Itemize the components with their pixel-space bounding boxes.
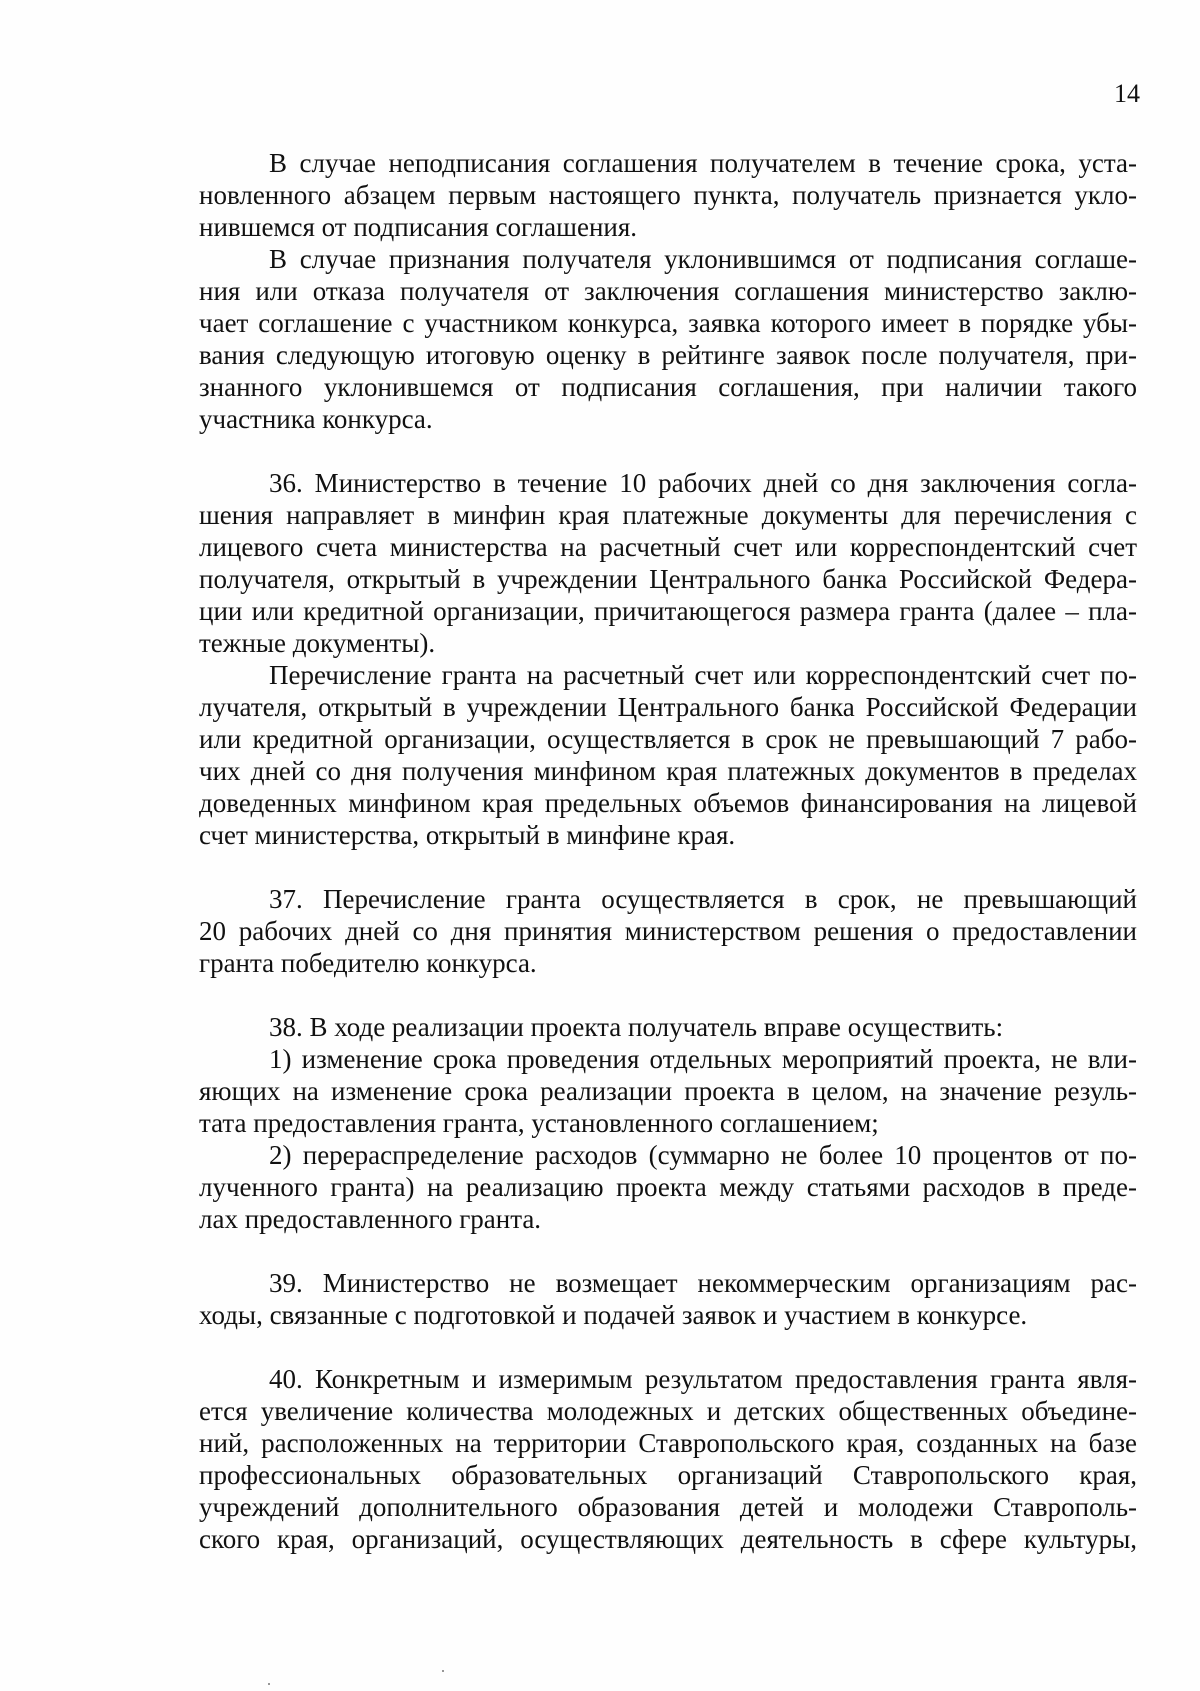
text-line: знанного уклонившемся от подписания соглашения, при наличии такого [199,372,1137,402]
document-body [199,147,1137,1555]
text-line: чает соглашение с участником конкурса, заявка которого имеет в порядке убы- [199,308,1137,338]
scan-speck [268,1683,270,1685]
paragraph-spacer [199,1235,1137,1267]
text-line: тежные документы). [199,628,436,658]
paragraph-spacer [199,851,1137,883]
paragraph [199,1043,1137,1139]
paragraph-spacer [199,1331,1137,1363]
text-line: ний, расположенных на территории Ставропольского края, созданных на базе [199,1428,1137,1458]
text-line: Перечисление гранта на расчетный счет или корреспондентский счет по- [269,660,1137,690]
paragraph-spacer [199,435,1137,467]
text-line: 2) перераспределение расходов (суммарно не более 10 процентов от по- [269,1140,1137,1170]
text-line: тата предоставления гранта, установленного соглашением; [199,1108,879,1138]
text-line: ния или отказа получателя от заключения соглашения министерство заклю- [199,276,1137,306]
text-line: участника конкурса. [199,404,433,434]
text-line: учреждений дополнительного образования детей и молодежи Ставрополь- [199,1492,1137,1522]
paragraph [199,243,1137,435]
text-line: ции или кредитной организации, причитающегося размера гранта (далее – пла- [199,596,1137,626]
text-line: гранта победителю конкурса. [199,948,537,978]
paragraph [199,467,1137,659]
text-line: новленного абзацем первым настоящего пункта, получатель признается укло- [199,180,1137,210]
text-line: 36. Министерство в течение 10 рабочих дней со дня заключения согла- [269,468,1137,498]
text-line: ется увеличение количества молодежных и детских общественных объедине- [199,1396,1137,1426]
text-line: 38. В ходе реализации проекта получатель вправе осуществить: [269,1012,1004,1042]
text-line: лах предоставленного гранта. [199,1204,542,1234]
paragraph [199,883,1137,979]
paragraph [199,147,1137,243]
text-line: 37. Перечисление гранта осуществляется в срок, не превышающий [269,884,1137,914]
text-line: яющих на изменение срока реализации проекта в целом, на значение резуль- [199,1076,1137,1106]
paragraph [199,1363,1137,1555]
text-line: нившемся от подписания соглашения. [199,212,638,242]
text-line: получателя, открытый в учреждении Центрального банка Российской Федера- [199,564,1137,594]
text-line: 39. Министерство не возмещает некоммерческим организациям рас- [269,1268,1137,1298]
paragraph [199,659,1137,851]
text-line: счет министерства, открытый в минфине края. [199,820,736,850]
paragraph [199,1139,1137,1235]
text-line: В случае неподписания соглашения получателем в течение срока, уста- [269,148,1137,178]
text-line: 1) изменение срока проведения отдельных мероприятий проекта, не вли- [269,1044,1137,1074]
text-line: ходы, связанные с подготовкой и подачей заявок и участием в конкурсе. [199,1300,1028,1330]
text-line: В случае признания получателя уклонившимся от подписания соглаше- [269,244,1137,274]
text-line: лученного гранта) на реализацию проекта между статьями расходов в преде- [199,1172,1137,1202]
text-line: ского края, организаций, осуществляющих деятельность в сфере культуры, [199,1524,1137,1554]
text-line: лицевого счета министерства на расчетный счет или корреспондентский счет [199,532,1137,562]
text-line: лучателя, открытый в учреждении Центрального банка Российской Федерации [199,692,1137,722]
page-number: 14 [1114,79,1140,108]
paragraph [199,1267,1137,1331]
text-line: или кредитной организации, осуществляется в срок не превышающий 7 рабо- [199,724,1137,754]
scan-speck [442,1670,444,1672]
text-line: доведенных минфином края предельных объемов финансирования на лицевой [199,788,1137,818]
text-line: чих дней со дня получения минфином края платежных документов в пределах [199,756,1137,786]
text-line: 40. Конкретным и измеримым результатом предоставления гранта явля- [269,1364,1137,1394]
text-line: шения направляет в минфин края платежные документы для перечисления с [199,500,1137,530]
text-line: 20 рабочих дней со дня принятия министерством решения о предоставлении [199,916,1137,946]
text-line: вания следующую итоговую оценку в рейтинге заявок после получателя, при- [199,340,1137,370]
paragraph [199,1011,1137,1043]
text-line: профессиональных образовательных организаций Ставропольского края, [199,1460,1137,1490]
paragraph-spacer [199,979,1137,1011]
